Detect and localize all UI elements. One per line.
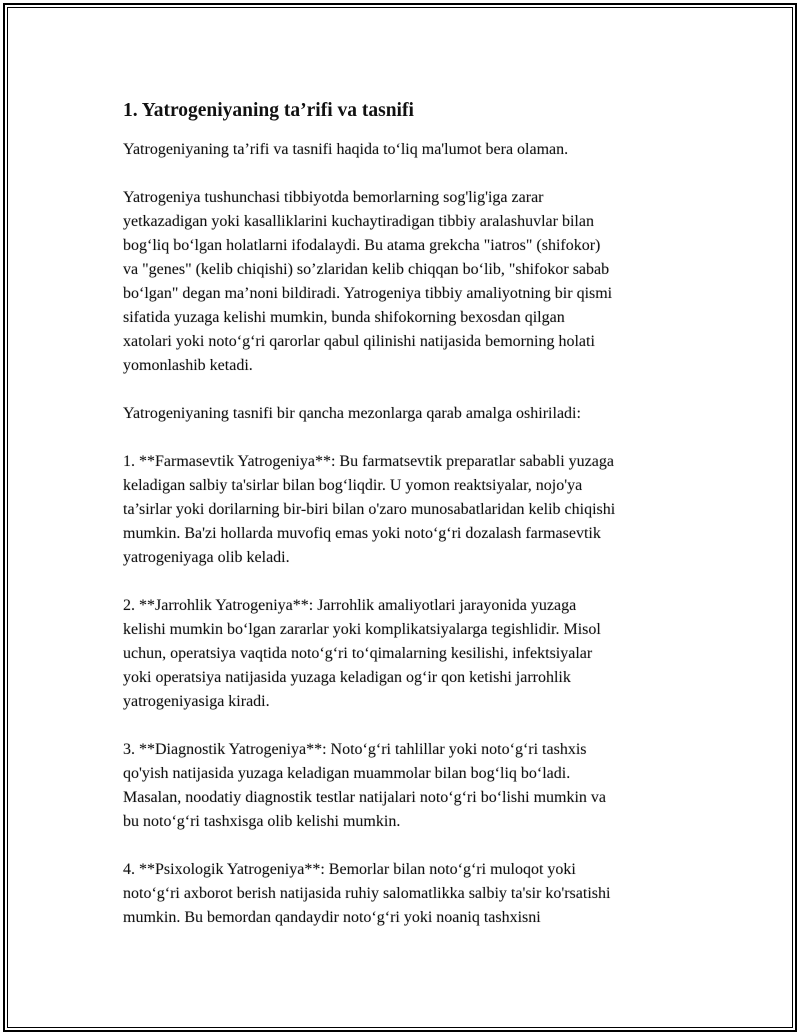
text-line: yatrogeniyaga olib keladi. (123, 549, 290, 566)
text-line: bu noto‘g‘ri tashxisga olib kelishi mumkin. (123, 813, 401, 830)
text-line: Yatrogeniyaning tasnifi bir qancha mezonlarga qarab amalga oshiriladi: (123, 405, 581, 422)
section-heading: 1. Yatrogeniyaning ta’rifi va tasnifi (123, 100, 414, 121)
text-line: mumkin. Bu bemordan qandaydir noto‘g‘ri yoki noaniq tashxisni (123, 909, 541, 926)
page-frame (3, 3, 797, 1032)
text-line: keladigan salbiy ta'sirlar bilan bog‘liqdir. U yomon reaktsiyalar, nojo'ya (123, 477, 583, 494)
text-line: sifatida yuzaga kelishi mumkin, bunda shifokorning bexosdan qilgan (123, 309, 565, 326)
text-line: yatrogeniyasiga kiradi. (123, 693, 270, 710)
paragraph (123, 858, 693, 930)
text-line: 3. **Diagnostik Yatrogeniya**: Noto‘g‘ri tahlillar yoki noto‘g‘ri tashxis (123, 741, 587, 758)
text-line: yomonlashib ketadi. (123, 357, 253, 374)
text-line: 1. **Farmasevtik Yatrogeniya**: Bu farmatsevtik preparatlar sababli yuzaga (123, 453, 614, 470)
text-line: ta’sirlar yoki dorilarning bir-biri bilan o'zaro munosabatlaridan kelib chiqishi (123, 501, 616, 518)
paragraph (123, 594, 693, 714)
text-line: xatolari yoki noto‘g‘ri qarorlar qabul qilinishi natijasida bemorning holati (123, 333, 595, 350)
text-line: Masalan, noodatiy diagnostik testlar natijalari noto‘g‘ri bo‘lishi mumkin va (123, 789, 607, 806)
paragraph-list (123, 138, 693, 930)
text-line: kelishi mumkin bo‘lgan zararlar yoki komplikatsiyalarga tegishlidir. Misol (123, 621, 601, 638)
text-line: noto‘g‘ri axborot berish natijasida ruhiy salomatlikka salbiy ta'sir ko'rsatishi (123, 885, 611, 902)
paragraph (123, 186, 693, 378)
paragraph (123, 738, 693, 834)
document-body (123, 97, 693, 954)
text-line: qo'yish natijasida yuzaga keladigan muammolar bilan bog‘liq bo‘ladi. (123, 765, 571, 782)
paragraph (123, 450, 693, 570)
paragraph (123, 402, 693, 426)
text-line: va "genes" (kelib chiqishi) so’zlaridan kelib chiqqan bo‘lib, "shifokor sabab (123, 261, 610, 278)
text-line: uchun, operatsiya vaqtida noto‘g‘ri to‘qimalarning kesilishi, infektsiyalar (123, 645, 593, 662)
text-line: bo‘lgan" degan ma’noni bildiradi. Yatrogeniya tibbiy amaliyotning bir qismi (123, 285, 613, 302)
text-line: mumkin. Ba'zi hollarda muvofiq emas yoki noto‘g‘ri dozalash farmasevtik (123, 525, 601, 542)
text-line: bog‘liq bo‘lgan holatlarni ifodalaydi. Bu atama grekcha "iatros" (shifokor) (123, 237, 601, 254)
paragraph (123, 138, 693, 162)
text-line: yetkazadigan yoki kasalliklarini kuchaytiradigan tibbiy aralashuvlar bilan (123, 213, 594, 230)
text-line: Yatrogeniya tushunchasi tibbiyotda bemorlarning sog'lig'iga zarar (123, 189, 544, 206)
text-line: yoki operatsiya natijasida yuzaga keladigan og‘ir qon ketishi jarrohlik (123, 669, 571, 686)
text-line: 4. **Psixologik Yatrogeniya**: Bemorlar bilan noto‘g‘ri muloqot yoki (123, 861, 576, 878)
text-line: 2. **Jarrohlik Yatrogeniya**: Jarrohlik amaliyotlari jarayonida yuzaga (123, 597, 577, 614)
text-line: Yatrogeniyaning ta’rifi va tasnifi haqida to‘liq ma'lumot bera olaman. (123, 141, 569, 158)
